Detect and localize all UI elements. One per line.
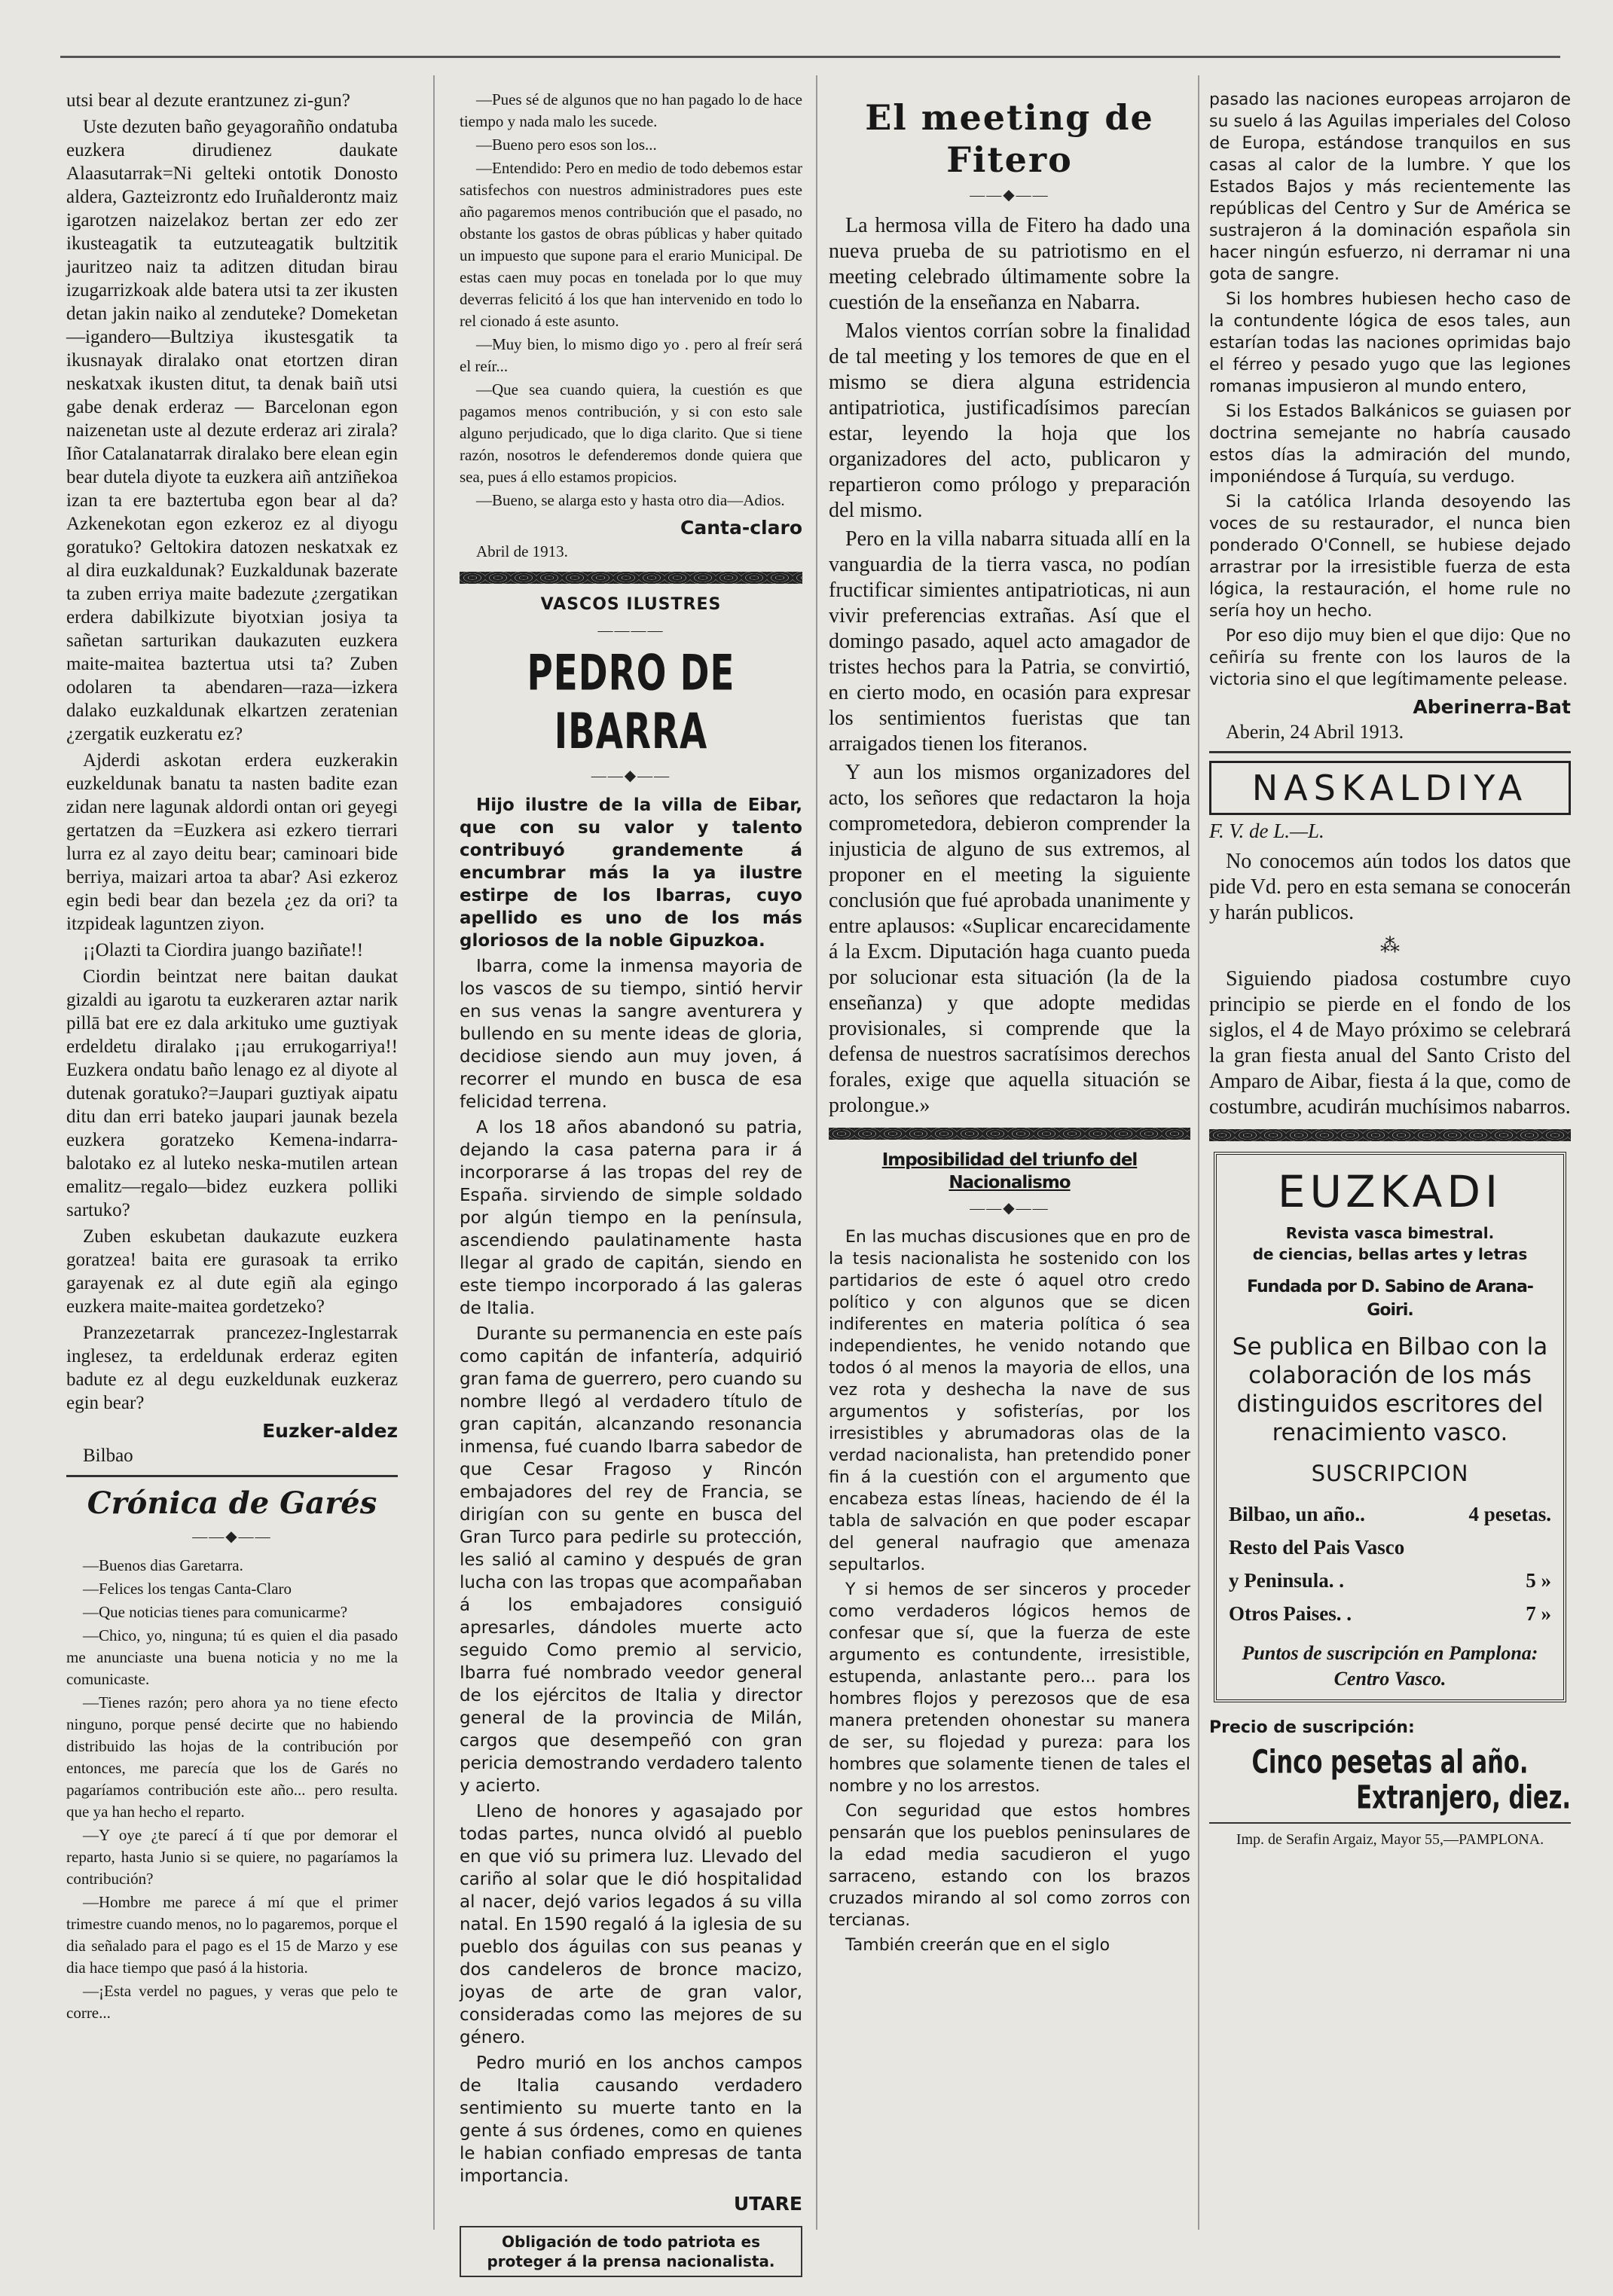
section-kicker: VASCOS ILUSTRES [540,595,722,614]
paragraph: utsi bear al dezute erantzunez zi-gun? [66,90,350,111]
article-date: Aberin, 24 Abril 1913. [1226,721,1404,743]
paragraph: pasado las naciones europeas arrojaron de su suelo á las Aguilas imperiales del Coloso de Europa, estándose tranquilos en sus casas al calor de la lumbre. Y que los Estados Bajos y más recientemente las repúblicas del Centro y Sur de América se sustrajeron á la dominación española sin hacer ningún esfuerzo, ni derramar ni una gota de sangre. [1209,90,1571,284]
section-rule [66,1475,398,1477]
paragraph: Siguiendo piadosa costumbre cuyo principio se pierde en el fondo de los siglos, el 4 de Mayo próximo se celebrará la gran fiesta anual del Santo Cristo del Amparo de Aibar, fiesta á la que, como de costumbre, acudirán muchísimos nabarros. [1209,967,1571,1119]
correspondent: F. V. de L.—L. [1209,820,1324,842]
price-label: y Peninsula. . [1229,1569,1345,1592]
column-divider [1198,75,1199,2230]
paragraph: Si los Estados Balkánicos se guiasen por doctrina semejante no habría causado estos días la admiración del mundo, imponiéndose á Turquía, su verdugo. [1209,402,1571,487]
closing-box: Obligación de todo patriota es proteger á la prensa nacionalista. [460,2226,802,2277]
price-row [1229,1498,1551,1531]
subscription-heading: SUSCRIPCION [1311,1461,1469,1486]
dialogue-line: —Buenos dias Garetarra. [83,1556,243,1574]
paragraph: También creerán que en el siglo [845,1936,1110,1955]
dialogue-line: —Tienes razón; pero ahora ya no tiene efecto ninguno, porque pensé decirte que no habiendo distribuido las hojas de la contribución por entonces, me parecía que los de Garés no pagaríamos contribución este año... pero resulta. que ya han hecho el reparto. [66,1693,398,1821]
advert-body: Se publica en Bilbao con la colaboración de los más distinguidos escritores del renacimiento vasco. [1232,1333,1548,1446]
section-title: NASKALDIYA [1251,768,1529,808]
paragraph: Durante su permanencia en este país como capitán de infantería, adquirió gran fama de guerrero, pero cuando su nombre llegó al verdadero título de gran capitán, alcanzando resonancia inmensa, fué cuando Ibarra sabedor de que Cesar Fragoso y Rincón embajadores del rey de Francia, se dirigían con su gente en busca del Gran Turco para pedirle su protección, les salió al camino y después de gran lucha con las tropas que acompañaban á los embajadores consiguió apresarles, dándoles muerte acto seguido Como premio al servicio, Ibarra fué nombrado veedor general de los ejércitos de Italia y director general de la provincia de Milán, cargos que desempeñó con gran pericia demostrando verdadero talento y acierto. [460,1324,802,1796]
price-value: 5 » [1526,1569,1551,1592]
advert-subtitle: Revista vasca bimestral. [1285,1224,1495,1242]
ornament: ——◆—— [591,768,671,784]
paragraph: Pero en la villa nabarra situada allí en la vanguardia de la tierra vasca, no podían fructificar simientes antipatrioticas, ni aun vivir preferencias extrañas. Así que el domingo pasado, aquel acto amagador de tristes hechos para la Patria, se convirtió, en cierto modo, en ocasión para expresar los sentimientos fueristas que tan arraigados tienen los fiteranos. [829,527,1190,756]
price-value: 7 » [1526,1602,1551,1625]
advert-title: EUZKADI [1277,1166,1503,1217]
printer-imprint: Imp. de Serafin Argaiz, Mayor 55,—PAMPLONA. [1209,1822,1571,1852]
naskaldiya-title-box [1209,761,1571,815]
chronicle-body [66,1555,398,2024]
chain-ornament [460,572,802,584]
asterism-icon: ⁂ [1380,935,1400,957]
price-row [1229,1564,1551,1597]
article-title: Imposibilidad del triunfo del Nacionalismo [881,1150,1138,1192]
chronicle-date: Abril de 1913. [476,542,568,560]
article-place: Bilbao [83,1446,133,1466]
price-label: Bilbao, un año.. [1229,1503,1365,1525]
dialogue-line: —¡Esta verdel no pagues, y veras que pelo te corre... [66,1982,398,2022]
ornament: ——◆—— [192,1528,272,1545]
pedro-article [460,794,802,2188]
paragraph: Ajderdi askotan erdera euzkerakin euzkeldunak banatu ta nasten badite ezan zidan nere lagunak aldordi ontan ori geyegi gertatzen da =Euzkera asi ezkero tierrari lurra ez al zayo deitu bear; caminoari bide berriya, maizari artoa ta abar? Asi ezkeroz egin bedi bear dan bezela ¿ez da ori? ta itzpideak laguntzen ziyon. [66,750,398,934]
dialogue-line: —Hombre me parece á mí que el primer trimestre cuando menos, no lo pagaremos, porque el dia señalado para el pago es el 15 de Marzo y ese dia hace tiempo que pasó á la historia. [66,1893,398,1977]
chronicle-continuation [460,89,802,511]
chain-ornament [1209,1129,1571,1141]
paragraph: A los 18 años abandonó su patria, dejando la casa paterna para ir á incorporarse á las tropas del rey de España. sirviendo de simple soldado por algún tiempo en la península, ascendiendo paulatinamente hasta llegar al grado de capitán, siendo en este tiempo incorporado á las galeras de Italia. [460,1118,802,1318]
paragraph: Uste dezuten baño geyagorañño ondatuba euzkera dirudienez daukate Alaasutarrak=Ni gelteki ontotik Donosto aldera, Gazteizrontz edo Iruñalderontz maiz igarotzen naizelakoz bertan zer edo zer ikusteagatik ta eutzuteagatik bultzitik jauritzeo naiz ta aditzen ditudan birau izugarrizkoak alde batera utsi ta zer ikusten detan jakin naiko al zenduteke? Domeketan—igandero—Bultziya ikustesgatik ta ikusnayak diralako onat etortzen diran neskatxak ikusten ditut, ta denak baiñ utsi gabe denak erderaz — Barcelonan egon naizenetan uste al dezute erderaz ari zirala? Iñor Catalanatarrak diralako bere elean egin bear dutela diyote ta euzkera aiñ antziñekoa izan ta ere baztertuba egon bear al da? Azkenekotan egon ezkeroz ez al diyogu goratuko? Geltokira datozen neskatxak ez al dira euzkaldunak? Euzkaldunak bazerate ta zuben erriya maite badezute ¿zergatikan erdera dabilkizute biyotxian josiya ta sañetan sarturikan daukazuten euzkera maite-maitea baztertua utsi ta? Zuben odolaren ta abendaren—raza—izkera dalako euzkaldunak elkartzen zeratenian ¿zergatik euzkeratu ez? [66,117,398,744]
dialogue-line: —Chico, yo, ninguna; tú es quien el dia pasado me anunciaste una buena noticia y no me la comunicaste. [66,1626,398,1688]
paragraph: No conocemos aún todos los datos que pide Vd. pero en esta semana se conocerán y harán publicos. [1209,850,1571,924]
paragraph: Zuben eskubetan daukazute euzkera goratzea! baita ere gurasoak ta erriko garayenak ez al dute egiñ ala egingo euzkera maite-maitea gordetzeko? [66,1226,398,1317]
dialogue-line: —Entendido: Pero en medio de todo debemos estar satisfechos con nuestros administradores pues este año pagaremos menos contribución que el pasado, no obstante los gastos de obras públicas y haber quitado un impuesto que supone para el erario Municipal. De estas caen muy pocas en tonelada por lo que muy deverras felicitó á los que han intervenido en todo lo rel cionado á este asunto. [460,159,802,330]
article-title: PEDRO DE IBARRA [527,645,735,761]
paragraph: Con seguridad que estos hombres pensarán que los pueblos peninsulares de la edad media sacudieron el yugo sarraceno, estando con los brazos cruzados mirando al sol como zorros con tercianas. [829,1802,1190,1930]
price-value: 4 pesetas. [1468,1503,1551,1525]
price-label: Resto del Pais Vasco [1229,1536,1405,1559]
ornament: ———— [597,622,664,639]
paragraph: Malos vientos corrían sobre la finalidad de tal meeting y los temores de que en el mismo se diera alguna estridencia antipatriotica, justificadísimos parecían estar, leyendo la hoja que los organizadores del acto, publicaron y repartieron como prólogo y preparación del mismo. [829,319,1190,522]
article-signature: UTARE [733,2193,802,2215]
price-row [1229,1531,1551,1564]
paragraph: La hermosa villa de Fitero ha dado una nueva prueba de su patriotismo en el meeting celebrado últimamente sobre la cuestión de la enseñanza en Nabarra. [829,214,1190,314]
price-foreign: Extranjero, diez. [1356,1778,1571,1817]
section-rule [1209,751,1571,753]
paragraph: ¡¡Olazti ta Ciordira juango baziñate!! [83,940,364,960]
paragraph: Pranzezetarrak prancezez-Inglestarrak inglesez, ta erdeldunak erderaz egiten badute ez al degu euzkeldunak euzkeraz egin bear? [66,1323,398,1413]
dialogue-line: —Pues sé de algunos que no han pagado lo de hace tiempo y nada malo les sucede. [460,90,802,130]
paragraph: Hijo ilustre de la villa de Eibar, que con su valor y talento contribuyó grandemente á encumbrar más la ya ilustre estirpe de los Ibarras, cuyo apellido es uno de los más gloriosos de la noble Gipuzkoa. [460,795,802,951]
advert-founder: Fundada por D. Sabino de Arana-Goiri. [1247,1278,1533,1320]
column-divider [433,75,435,2230]
subscription-points: Puntos de suscripción en Pamplona: Centro Vasco. [1242,1642,1538,1690]
column-2 [460,89,802,2270]
paragraph: Y aun los mismos organizadores del acto, los señores que redactaron la hoja comprometedora, debieron comprender la injusticia de alguno de sus extremos, al proponer en el meeting la siguiente conclusión que fué aprobada unanimente y entre aplausos: «Suplicar encarecidamente á la Excm. Diputación haga cuanto pueda por solucionar esta situación (la de la enseñanza) y que adopte medidas provisionales, si comprende que la defensa de nuestros sacratísimos derechos forales, exige que aquella situación se prolongue.» [829,761,1190,1117]
paragraph: Y si hemos de ser sinceros y proceder como verdaderos lógicos hemos de confesar que sí, que la fuerza de este argumento es contundente, irresistible, estupenda, anlastante pero... para los hombres flojos y perezosos que de esa manera pretenden ohonestar su manera de ser, su flojedad y pureza: para los hombres que solamente tienen de tales el nombre y no los arrestos. [829,1580,1190,1796]
paragraph: Pedro murió en los anchos campos de Italia causando verdadero sentimiento su muerte tanto en la gente á sus órdenes, como en quienes le habian confiado empresas de tanta importancia. [460,2053,802,2186]
article-signature: Aberinerra-Bat [1413,696,1571,718]
article-title: El meeting de Fitero [865,97,1154,180]
column-1 [66,89,398,2258]
dialogue-line: —Que sea cuando quiera, la cuestión es que pagamos menos contribución, y si con esto sale alguno perjudicado, que lo diga clarito. Que si tiene razón, nosotros le defenderemos donde quiera que sea, pues á ello estamos propicios. [460,380,802,486]
top-rule [60,56,1560,58]
dialogue-line: —Y oye ¿te parecí á tí que por demorar el reparto, hasta Junio si se quiere, no pagaríamos la contribución? [66,1826,398,1888]
dialogue-line: —Que noticias tienes para comunicarme? [83,1603,348,1621]
nacionalismo-continuation [1209,89,1571,691]
dialogue-line: —Felices los tengas Canta-Claro [83,1580,292,1598]
ornament: ——◆—— [970,187,1049,203]
chronicle-signature: Canta-claro [680,517,802,539]
dialogue-line: —Muy bien, lo mismo digo yo . pero al freír será el reír... [460,335,802,375]
nacionalismo-article [829,1226,1190,1956]
price-label: Otros Paises. . [1229,1602,1352,1625]
price-heading: Precio de suscripción: [1209,1718,1415,1737]
column-3 [829,89,1190,2258]
dialogue-line: —Bueno pero esos son los... [476,136,657,154]
price-row [1229,1597,1551,1630]
paragraph: En las muchas discusiones que en pro de la tesis nacionalista he sostenido con los partidarios de este ó aquel otro credo político y con algunos que se dicen indiferentes en materia política ó sea independientes, he venido notando que todos ó al menos la mayoria de ellos, una vez rota y deshecha la nave de sus argumentos y sofisterías, por los irresistibles y abrumadoras olas de la verdad nacionalista, han pretendido poner fin á la cuestión con el argumento que encabeza estas líneas, haciendo de él la tabla de salvación en que poder escapar del general naufragio que amenaza sepultarlos. [829,1228,1190,1574]
advert-subtitle: de ciencias, bellas artes y letras [1252,1245,1528,1263]
paragraph: Ibarra, come la inmensa mayoria de los vascos de su tiempo, sintió hervir en sus venas la sangre aventurera y bullendo en su mente ideas de gloria, decidiose siendo aun muy joven, á recorrer el mundo en busca de esa felicidad terrena. [460,957,802,1112]
article-signature: Euzker-aldez [262,1420,398,1442]
fitero-article [829,213,1190,1119]
paragraph: Ciordin beintzat nere baitan daukat gizaldi au igarotu ta euzkeraren aztar narik pillā bat ere ez dala arkituko ume guztiyak erdeldetu diralako ¡¡au errukogarriya!! Euzkera ondatu baño lenago ez al diyote al dutenak goratuko?=Jaupari guztiyak aipatu ditu dan erri bateko jaupari jaunak bezela euzkera goratzeko Kemena-indarra-balotako ez al luteko neska-mutilen artean emalitz—regalo—bidez euzkera polliki sartuko? [66,966,398,1220]
paragraph: Si la católica Irlanda desoyendo las voces de su restaurador, el nunca bien ponderado O'Connell, se hubiese dejado arrastrar por la irresistible fuerza de esta lógica, la restauración, el home rule no sería hoy un hecho. [1209,493,1571,621]
ornament: ——◆—— [970,1200,1049,1217]
naskaldiya-body [1209,849,1571,1120]
paragraph: Si los hombres hubiesen hecho caso de la contundente lógica de esos tales, aun estarían todas las naciones oprimidas bajo el férreo y pesado yugo que las legiones romanas impusieron al mundo entero, [1209,290,1571,396]
chain-ornament [829,1128,1190,1140]
price-domestic: Cinco pesetas al año. [1251,1743,1529,1782]
paragraph: Lleno de honores y agasajado por todas partes, nunca olvidó al pueblo en que vió su primera luz. Llevado del cariño al solar que le dió hospitalidad al nacer, dejó varios legados á su villa natal. En 1590 regaló á la iglesia de su pueblo dos águilas con sus peanas y dos candeleros de bronce macizo, joyas de arte de gran valor, consideradas como las mejores de su género. [460,1802,802,2047]
column-4 [1209,89,1571,2258]
column-divider [816,75,817,2230]
euzkadi-advert [1214,1152,1566,1702]
paragraph: Por eso dijo muy bien el que dijo: Que no ceñiría su frente con los lauros de la victoria sino el que legítimamente pelease. [1209,627,1571,689]
dialogue-line: —Bueno, se alarga esto y hasta otro dia—Adios. [476,491,785,509]
euskara-article [66,89,398,1467]
chronicle-title: Crónica de Garés [87,1485,377,1521]
